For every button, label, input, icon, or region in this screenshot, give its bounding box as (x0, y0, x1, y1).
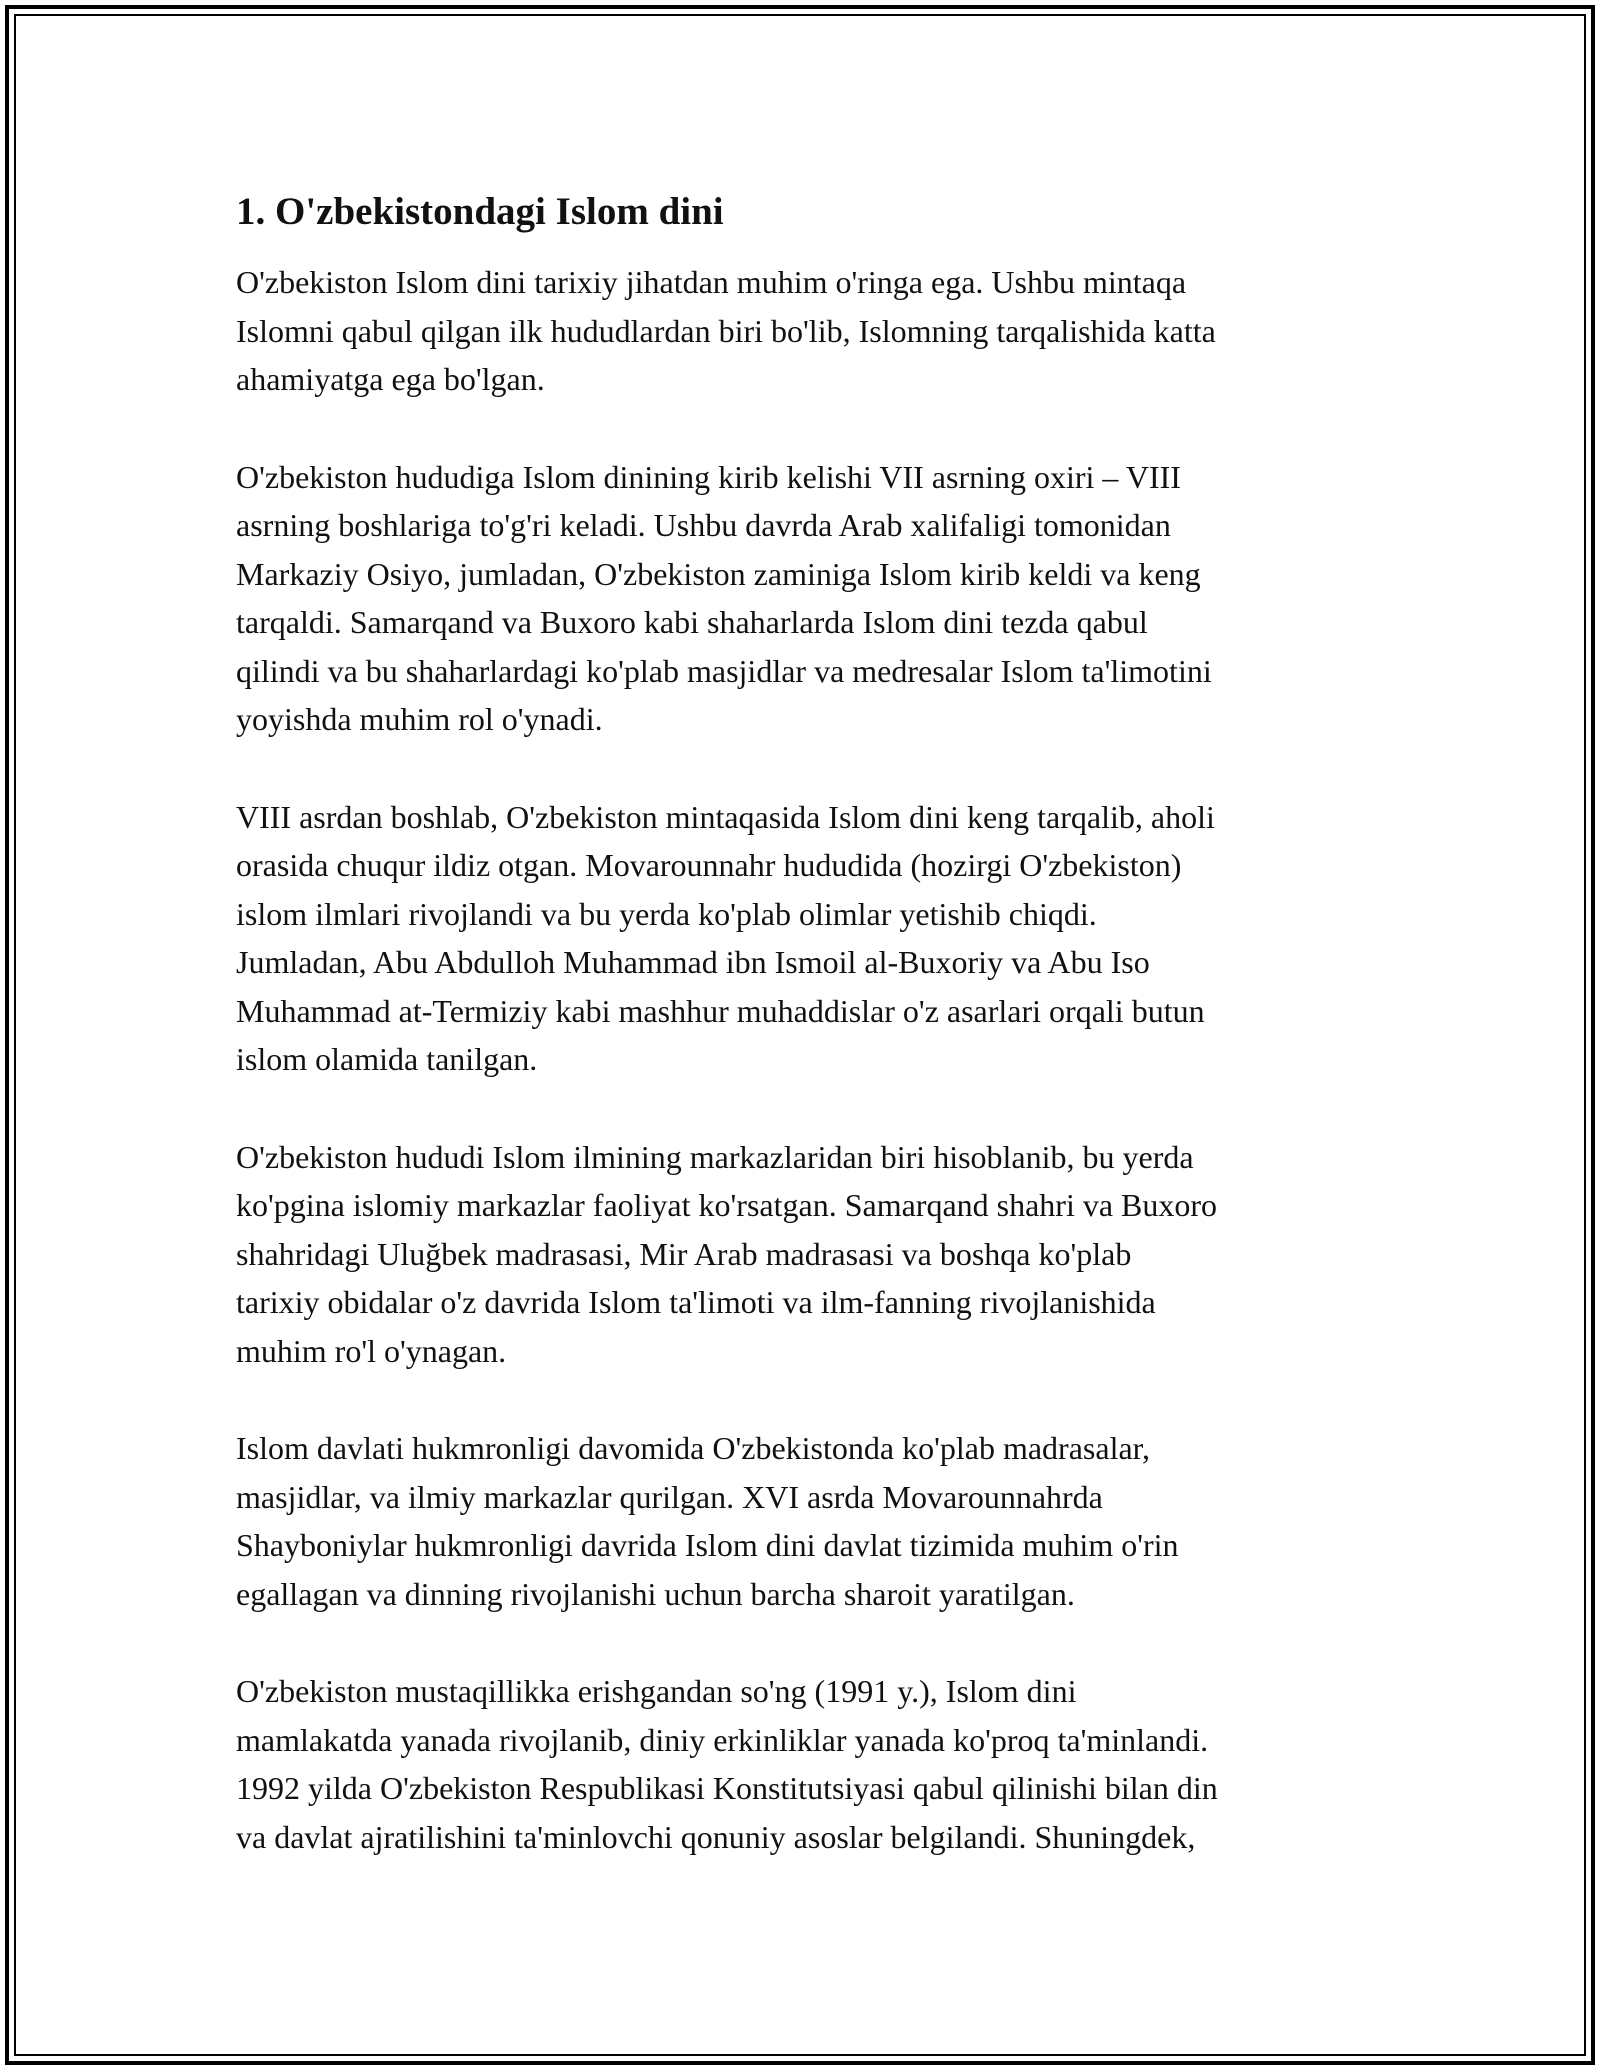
paragraph-line: asrning boshlariga to'g'ri keladi. Ushbu davrda Arab xalifaligi tomonidan (236, 507, 1171, 543)
paragraph-line: O'zbekiston Islom dini tarixiy jihatdan muhim o'ringa ega. Ushbu mintaqa (236, 264, 1187, 300)
paragraph-line: O'zbekiston hududiga Islom dinining kirib kelishi VII asrning oxiri – VIII (236, 458, 1181, 495)
paragraph-line: muhim ro'l o'ynagan. (236, 1332, 507, 1369)
paragraph-line: Jumladan, Abu Abdulloh Muhammad ibn Ismoil al-Buxoriy va Abu Iso (236, 944, 1150, 980)
paragraph-1 (236, 258, 1376, 404)
paragraph-line: O'zbekiston hududi Islom ilmining markazlaridan biri hisoblanib, bu yerda (236, 1138, 1194, 1175)
paragraph-line: islom olamida tanilgan. (236, 1041, 538, 1077)
paragraph-line: ahamiyatga ega bo'lgan. (236, 361, 545, 397)
paragraph-line: islom ilmlari rivojlandi va bu yerda ko'plab olimlar yetishib chiqdi. (236, 895, 1097, 932)
paragraph-line: shahridagi Uluğbek madrasasi, Mir Arab madrasasi va boshqa ko'plab (236, 1235, 1132, 1272)
paragraph-line: egallagan va dinning rivojlanishi uchun barcha sharoit yaratilgan. (236, 1575, 1075, 1612)
paragraph-line: masjidlar, va ilmiy markazlar qurilgan. XVI asrda Movarounnahrda (236, 1478, 1103, 1515)
paragraph-4 (236, 1133, 1376, 1376)
paragraph-line: tarqaldi. Samarqand va Buxoro kabi shaharlarda Islom dini tezda qabul (236, 604, 1148, 640)
paragraph-line: O'zbekiston mustaqillikka erishgandan so'ng (1991 y.), Islom dini (236, 1673, 1077, 1709)
paragraph-3 (236, 793, 1376, 1084)
paragraph-line: orasida chuqur ildiz otgan. Movarounnahr hududida (hozirgi O'zbekiston) (236, 847, 1182, 883)
paragraph-line: tarixiy obidalar o'z davrida Islom ta'limoti va ilm-fanning rivojlanishida (236, 1284, 1156, 1320)
paragraph-2 (236, 453, 1376, 744)
paragraph-line: ko'pgina islomiy markazlar faoliyat ko'rsatgan. Samarqand shahri va Buxoro (236, 1187, 1218, 1223)
paragraph-line: Islom davlati hukmronligi davomida O'zbekistonda ko'plab madrasalar, (236, 1430, 1151, 1466)
paragraph-line: mamlakatda yanada rivojlanib, diniy erkinliklar yanada ko'proq ta'minlandi. (236, 1721, 1209, 1758)
paragraph-line: qilindi va bu shaharlardagi ko'plab masjidlar va medresalar Islom ta'limotini (236, 652, 1212, 689)
document-body (236, 186, 1376, 1910)
paragraph-line: va davlat ajratilishini ta'minlovchi qonuniy asoslar belgilandi. Shuningdek, (236, 1818, 1196, 1855)
paragraph-line: 1992 yilda O'zbekiston Respublikasi Konstitutsiyasi qabul qilinishi bilan din (236, 1770, 1218, 1806)
section-heading: 1. O'zbekistondagi Islom dini (236, 190, 724, 233)
paragraph-line: Islomni qabul qilgan ilk hududlardan biri bo'lib, Islomning tarqalishida katta (236, 312, 1216, 349)
paragraph-line: VIII asrdan boshlab, O'zbekiston mintaqasida Islom dini keng tarqalib, aholi (236, 798, 1215, 835)
paragraph-6 (236, 1667, 1376, 1861)
paragraph-line: Shayboniylar hukmronligi davrida Islom dini davlat tizimida muhim o'rin (236, 1527, 1179, 1563)
paragraph-line: yoyishda muhim rol o'ynadi. (236, 701, 603, 737)
paragraph-line: Markaziy Osiyo, jumladan, O'zbekiston zaminiga Islom kirib keldi va keng (236, 555, 1201, 592)
paragraph-line: Muhammad at-Termiziy kabi mashhur muhaddislar o'z asarlari orqali butun (236, 992, 1205, 1029)
paragraph-5 (236, 1424, 1376, 1618)
